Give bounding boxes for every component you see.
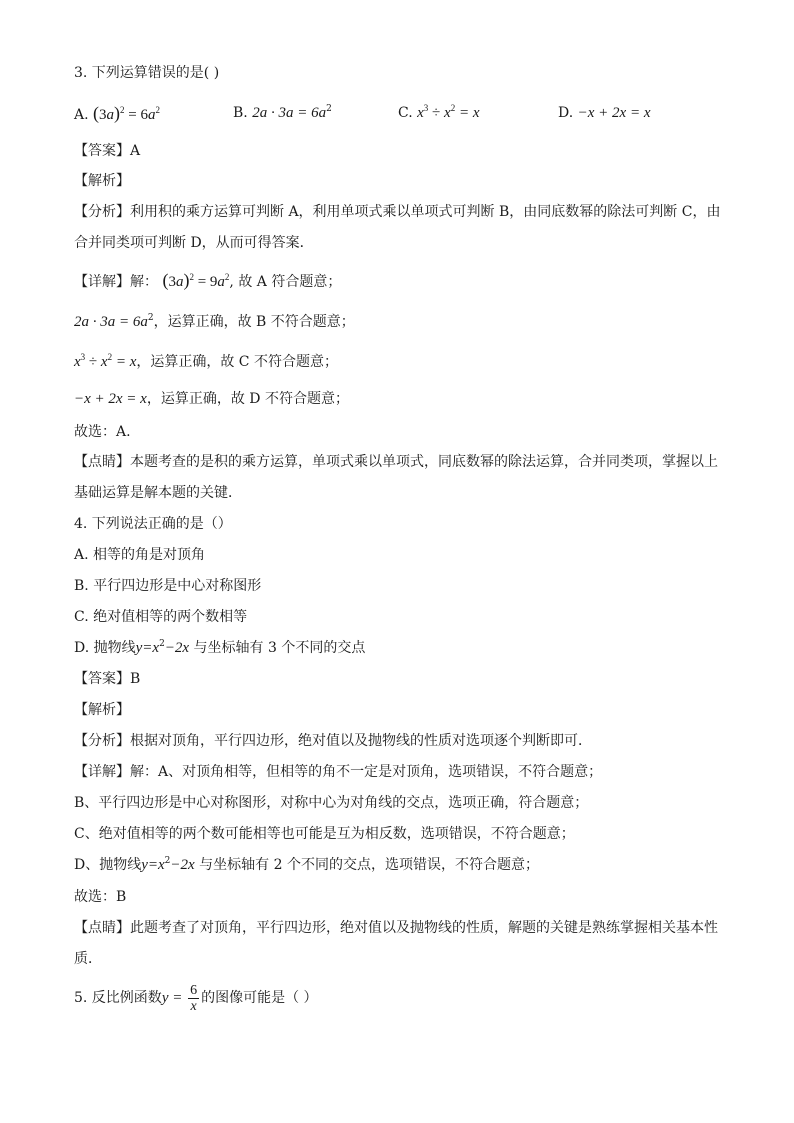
q3-fenxi-cont: 合并同类项可判断 D，从而可得答案． xyxy=(74,235,314,251)
q4-xiangjie-d: D、抛物线$y=x^2-2x$ 与坐标轴有 2 个不同的交点，选项错误，不符合题意； xyxy=(74,856,539,873)
q3-choose: 故选：A. xyxy=(74,424,131,440)
q3-dianjing: 【点睛】本题考查的是积的乘方运算，单项式乘以单项式，同底数幂的除法运算，合并同类项，掌握以上 xyxy=(74,454,718,470)
q3-dianjing-cont: 基础运算是解本题的关键． xyxy=(74,485,242,501)
q4-choose: 故选：B xyxy=(74,889,127,905)
q4-option-a: A. 相等的角是对顶角 xyxy=(74,547,206,563)
q3-answer: 【答案】A xyxy=(74,143,141,159)
q3-options xyxy=(74,103,714,123)
q4-option-c: C. 绝对值相等的两个数相等 xyxy=(74,609,248,625)
q4-analysis-tag: 【解析】 xyxy=(74,702,130,718)
q4-xiangjie-c: C、绝对值相等的两个数可能相等也可能是互为相反数，选项错误，不符合题意； xyxy=(74,826,575,842)
q4-answer: 【答案】B xyxy=(74,671,141,687)
q4-stem: 4. 下列说法正确的是（） xyxy=(74,516,232,532)
q4-xiangjie-b: B、平行四边形是中心对称图形，对称中心为对角线的交点，选项正确，符合题意； xyxy=(74,795,589,811)
q4-fenxi: 【分析】根据对顶角，平行四边形，绝对值以及抛物线的性质对选项逐个判断即可． xyxy=(74,733,592,749)
q4-option-b: B. 平行四边形是中心对称图形 xyxy=(74,578,262,594)
q5-stem: 5. 反比例函数y = $\frac{6}{x}$ 的图像可能是（ ） xyxy=(74,982,318,1014)
q4-xiangjie-a: 【详解】解：A、对顶角相等，但相等的角不一定是对顶角，选项错误，不符合题意； xyxy=(74,764,603,780)
q3-option-b: B. $2a \cdot 3a = 6a^2$ xyxy=(233,104,332,121)
q5-fraction: $\frac{6}{x}$ xyxy=(190,982,198,1014)
q3-analysis-tag: 【解析】 xyxy=(74,173,130,189)
q3-xiangjie-3: $x^3 \div x^2 = x$，运算正确，故 C 不符合题意； xyxy=(74,352,338,370)
q3-option-c: C. $x^3 \div x^2 = x$ xyxy=(398,103,480,121)
q3-option-d: D. −x + 2x = x xyxy=(558,105,651,121)
q4-dianjing-cont: 质． xyxy=(74,951,102,967)
q3-option-a: A. $(3a)^2 = 6a^2$ xyxy=(74,103,160,123)
q3-fenxi: 【分析】利用积的乘方运算可判断 A，利用单项式乘以单项式可判断 B，由同底数幂的除法可判断 C，由 xyxy=(74,204,721,220)
q3-xiangjie-1: 【详解】解： $(3a)^2 = 9a^2$, 故 A 符合题意； xyxy=(74,270,342,290)
q3-stem: 3. 下列运算错误的是( ) xyxy=(74,65,220,81)
q4-dianjing: 【点睛】此题考查了对顶角，平行四边形，绝对值以及抛物线的性质，解题的关键是熟练掌握相关基本性 xyxy=(74,920,718,936)
q4-option-d: D. 抛物线$y=x^2-2x$ 与坐标轴有 3 个不同的交点 xyxy=(74,639,366,656)
q3-xiangjie-2: $2a \cdot 3a = 6a^2$，运算正确，故 B 不符合题意； xyxy=(74,313,355,330)
q3-xiangjie-4: −x + 2x = x，运算正确，故 D 不符合题意； xyxy=(74,391,349,407)
